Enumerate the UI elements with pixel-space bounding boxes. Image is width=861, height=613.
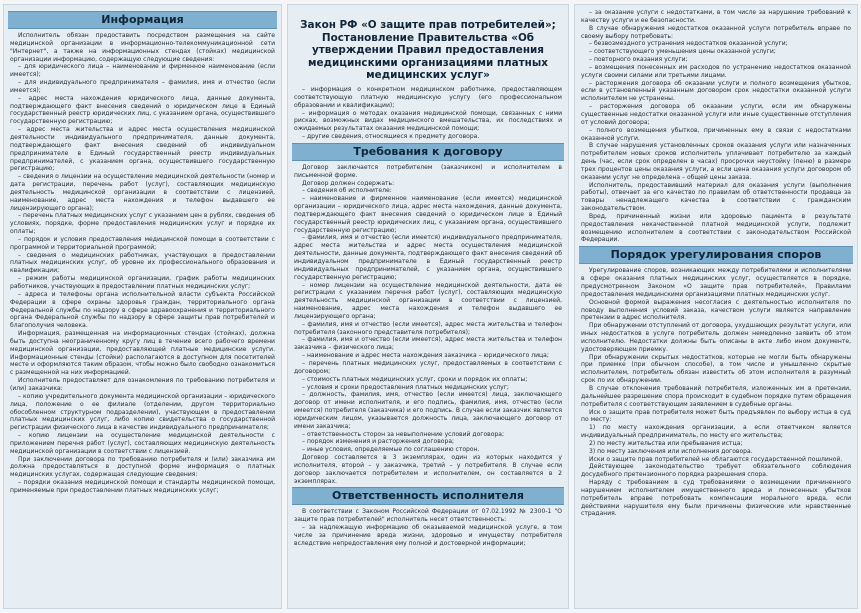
paragraph: – адреса и телефоны органа исполнительной власти субъекта Российской Федерации в сфере охраны здоровья граждан, территориального органа Федеральной службы по надзору в сфере здравоохранения и территориального органа Федеральной службы по надзору в сфере защиты прав потребителей и благополучия человека. [10, 290, 275, 330]
left-panel [3, 4, 282, 609]
paragraph: Договор должен содержать: [302, 179, 395, 187]
paragraph: Наряду с требованием в суд требованиями о возмещении причиненного нарушением исполнителем имущественного вреда и понесенных убытков потребитель вправе потребовать компенсации морального вреда, если действиями нарушителя ему были причинены физические или нравственные страдания. [581, 479, 851, 518]
paragraph: – фамилия, имя и отчество (если имеется) индивидуального предпринимателя, адрес места жительства и адрес места осуществления медицинской деятельности, данные документа, подтверждающего факт внесения сведений об индивидуальном предпринимателе в Единый государственный реестр индивидуальных предпринимателей, с указанием органа, осуществившего государственную регистрацию; [294, 234, 562, 281]
section-header-information: Информация [8, 11, 277, 29]
paragraph: – порядки оказания медицинской помощи и стандарты медицинской помощи, применяемые при предоставлении платных медицинских услуг; [10, 479, 275, 494]
paragraph: – копию учредительного документа медицинской организации – юридического лица, положение о ее филиале (отделении, другом территориально обособленном структурном подразделении), участвующем в предоставлении платных медицинских услуг, либо копию свидетельства о государственной регистрации физического лица в качестве индивидуального предпринимателя; [10, 392, 275, 432]
paragraph: – ответственность сторон за невыполнение условий договора; [302, 430, 504, 438]
paragraph: – перечень платных медицинских услуг, предоставляемых в соответствии с договором; [294, 359, 562, 375]
paragraph: – стоимость платных медицинских услуг, сроки и порядок их оплаты; [302, 375, 528, 383]
paragraph: Урегулирование споров, возникающих между потребителями и исполнителями в сфере оказания платных медицинских услуг, осуществляется в порядке, предусмотренном Законом «О защите прав потребителей», Правилами предоставления медицинскими организациями платных медицинских услуг. [581, 267, 851, 298]
paragraph: При заключении договора по требованию потребителя и (или) заказчика им должна предоставляться в доступной форме информация о платных медицинских услугах, содержащая следующие сведения: [10, 455, 275, 479]
paragraph: – за надлежащую информацию об оказываемой медицинской услуге, в том числе за причинение вреда жизни, здоровью и имуществу потребителя вследствие непредоставления ему полной и достоверной информации; [294, 524, 562, 547]
paragraph: Исполнитель обязан предоставить посредством размещения на сайте медицинской организации в информационно-телекоммуникационной сети "Интернет", а также на информационных стендах (стойках) медицинской организации информацию, содержащую следующие сведения: [10, 32, 275, 63]
paragraph: Договор составляется в 3 экземплярах, один из которых находится у исполнителя, второй – у заказчика, третий – у потребителя. В случае если договор заключается потребителем и исполнителем, он составляется в 2 экземплярах. [294, 454, 562, 485]
paragraph: В соответствии с Законом Российской Федерации от 07.02.1992 № 2300-1 "О защите прав потребителей" исполнитель несет ответственность: [294, 508, 562, 524]
paragraph: 1) по месту нахождения организации, а если ответчиком является индивидуальный предприниматель, по месту его жительства; [581, 424, 851, 440]
paragraph: – за оказание услуги с недостатками, в том числе за нарушение требований к качеству услуги и ее безопасности. [581, 9, 851, 24]
paragraph: – сведения об исполнителе: [302, 187, 392, 195]
paragraph: – повторного оказания услуги; [589, 56, 688, 64]
information-text [10, 32, 275, 495]
paragraph: – безвозмездного устранения недостатков оказанной услуги; [589, 40, 788, 48]
paragraph: – информация о конкретном медицинском работнике, предоставляющем соответствующую платную медицинскую услугу (его профессиональном образовании и квалификации); [294, 85, 562, 109]
paragraph: – номер лицензии на осуществление медицинской деятельности, дата ее регистрации с указанием перечня работ (услуг), составляющих медицинскую деятельность медицинской организации в соответствии с лицензией, наименование, адрес места нахождения и телефон выдавшего ее лицензирующего органа; [294, 281, 562, 320]
paragraph: Действующее законодательство требует обязательного соблюдения досудебного претензионного порядка разрешения спора. [581, 463, 851, 479]
paragraph: При обнаружении скрытых недостатков, которые не могли быть обнаружены при приемке (при обычном способе), в том числе и умышленно скрытые исполнителем, потребитель обязан известить об этом исполнителя в разумный срок по их обнаружении. [581, 353, 851, 385]
paragraph: – порядок изменения и расторжения договора; [302, 438, 455, 446]
contract-requirements-text [294, 164, 562, 486]
paragraph: – должность, фамилия, имя, отчество (если имеется) лица, заключающего договор от имени исполнителя, и его подпись, фамилия, имя, отчество (если имеется) потребителя (заказчика) и его подпись. В случае если заказчик является юридическим лицом, указывается должность лица, заключающего договор от имени заказчика; [294, 391, 562, 430]
middle-intro-text [294, 86, 562, 141]
paragraph: – адрес места нахождения юридического лица, данные документа, подтверждающего факт внесения сведений о юридическом лице в Единый государственный реестр юридических лиц, с указанием органа, осуществившего государственную регистрацию; [10, 94, 275, 126]
paragraph: – соответствующего уменьшения цены оказанной услуги; [589, 48, 776, 56]
paragraph: – наименование и фирменное наименование (если имеется) медицинской организации – юридического лица, адрес места нахождения, данные документа, подтверждающего факт внесения сведений о юридическом лице в Единый государственный реестр юридических лиц, с указанием органа, осуществившего государственную регистрацию; [294, 195, 562, 234]
paragraph: – расторжения договора об оказании услуги и полного возмещения убытков, если в установленный указанным договором срок недостатки оказанной услуги исполнителем не устранены. [581, 79, 851, 103]
paragraph: – информация о методах оказания медицинской помощи, связанных с ними рисках, возможных видах медицинского вмешательства, их последствиях и ожидаемых результатах оказания медицинской помощи; [294, 109, 562, 133]
paragraph: – для индивидуального предпринимателя – фамилия, имя и отчество (если имеется); [10, 79, 275, 94]
paragraph: Информация, размещенная на информационных стендах (стойках), должна быть доступна неограниченному кругу лиц в течение всего рабочего времени медицинской организации, предоставляющей платные медицинские услуги. Информационные стенды (стойки) располагаются в доступном для посетителей месте и оформляются таким образом, чтобы можно было свободно ознакомиться с размещенной на них информацией. [10, 330, 275, 377]
paragraph: – для юридического лица – наименование и фирменное наименование (если имеется); [10, 63, 275, 79]
paragraph: – сведения о лицензии на осуществление медицинской деятельности (номер и дата регистрации, перечень работ (услуг), составляющих медицинскую деятельность медицинской организации в соответствии с лицензией, наименование, адрес места нахождения и телефон выдавшего ее лицензирующего органа); [10, 173, 275, 212]
paragraph: – условия и сроки предоставления платных медицинских услуг; [302, 383, 509, 391]
paragraph: – фамилия, имя и отчество (если имеется), адрес места жительства и телефон заказчика – физического лица; [294, 336, 562, 352]
right-panel [574, 4, 858, 609]
paragraph: – расторжения договора об оказании услуги, если им обнаружены существенные недостатки оказанной услуги или иные существенные отступления от условий договора; [581, 103, 851, 126]
paragraph: В случае отклонения требований потребителя, изложенных им в претензии, дальнейшее разрешение спора происходит в судебном порядке путем обращения потребителя с соответствующим заявлением в судебные органы. [581, 384, 851, 408]
paragraph: – полного возмещения убытков, причиненных ему в связи с недостатками оказанной услуги. [581, 126, 851, 142]
responsibility-text [294, 508, 562, 547]
section-header-disputes: Порядок урегулирования споров [579, 246, 853, 264]
paragraph: – наименование и адрес места нахождения заказчика – юридического лица; [302, 352, 549, 360]
paragraph: Договор заключается потребителем (заказчиком) и исполнителем в письменной форме. [294, 163, 562, 179]
paragraph: Исполнитель предоставляет для ознакомления по требованию потребителя и (или) заказчика: [10, 377, 275, 392]
section-header-responsibility: Ответственность исполнителя [292, 487, 564, 505]
law-title: Закон РФ «О защите прав потребителей»; Постановление Правительства «Об утверждении Правил предоставления медицинскими организациями платных медицинских услуг» [300, 19, 556, 82]
paragraph: – сведения о медицинских работниках, участвующих в предоставлении платных медицинских услуг, об уровне их профессионального образования и квалификации; [10, 251, 275, 275]
middle-panel [287, 4, 569, 609]
paragraph: – фамилия, имя и отчество (если имеется), адрес места жительства и телефон потребителя (законного представителя потребителя); [294, 320, 562, 336]
disputes-text [581, 267, 851, 518]
paragraph: – возмещения понесенных им расходов по устранению недостатков оказанной услуги своими силами или третьими лицами. [581, 63, 851, 79]
paragraph: – перечень платных медицинских услуг с указанием цен в рублях, сведения об условиях, порядке, форме предоставления медицинских услуг и порядке их оплаты; [10, 212, 275, 236]
paragraph: – порядок и условия предоставления медицинской помощи в соответствии с программой и территориальной программой; [10, 235, 275, 251]
paragraph: Иск о защите прав потребителя может быть предъявлен по выбору истца в суд по месту: [581, 408, 851, 424]
paragraph: – режим работы медицинской организации, график работы медицинских работников, участвующих в предоставлении платных медицинских услуг; [10, 275, 275, 290]
paragraph: В случае нарушения установленных сроков оказания услуги или назначенных потребителем новых сроков исполнитель уплачивает потребителю за каждый день (час, если срок определен в часах) просрочки неустойку (пеню) в размере трех процентов цены оказания услуги, а если цена оказания услуги договором об оказании услуг не определена – общей цены заказа. [581, 142, 851, 181]
section-header-contract: Требования к договору [292, 143, 564, 161]
paragraph: Вред, причиненный жизни или здоровью пациента в результате предоставления некачественной платной медицинской услуги, подлежит возмещению исполнителем в соответствии с законодательством Российской Федерации. [581, 212, 851, 244]
paragraph: 2) по месту жительства или пребывания истца; [589, 439, 743, 447]
paragraph: Иски о защите прав потребителей не облагаются государственной пошлиной. [589, 455, 843, 463]
paragraph: Исполнитель, предоставивший материал для оказания услуги (выполнения работы), отвечает за его качество по правилам об ответственности продавца за товары ненадлежащего качества в соответствии с гражданским законодательством. [581, 181, 851, 213]
paragraph: – другие сведения, относящиеся к предмету договора. [302, 133, 480, 141]
right-intro-text [581, 9, 851, 244]
paragraph: Основной формой выражения несогласия с деятельностью исполнителя по поводу выполнения условий заказа, качеством услуги является направление претензии в адрес исполнителя. [581, 298, 851, 322]
paragraph: – адрес места жительства и адрес места осуществления медицинской деятельности индивидуального предпринимателя, данные документа, подтверждающего факт внесения сведений об индивидуальном предпринимателе в Единый государственный реестр индивидуальных предпринимателей, с указанием органа, осуществившего государственную регистрацию; [10, 126, 275, 173]
paragraph: В случае обнаружения недостатков оказанной услуги потребитель вправе по своему выбору потребовать: [581, 24, 851, 40]
paragraph: – иные условия, определяемые по соглашению сторон. [302, 446, 480, 454]
paragraph: – копию лицензии на осуществление медицинской деятельности с приложением перечня работ (услуг), составляющих медицинскую деятельность медицинской организации в соответствии с лицензией. [10, 432, 275, 455]
paragraph: При обнаружении отступлений от договора, ухудшающих результат услуги, или иных недостатков в услуге потребитель должен немедленно заявить об этом исполнителю. Недостатки должны быть описаны в акте либо ином документе, удостоверяющем приемку. [581, 322, 851, 353]
paragraph: 3) по месту заключения или исполнения договора. [589, 447, 753, 455]
